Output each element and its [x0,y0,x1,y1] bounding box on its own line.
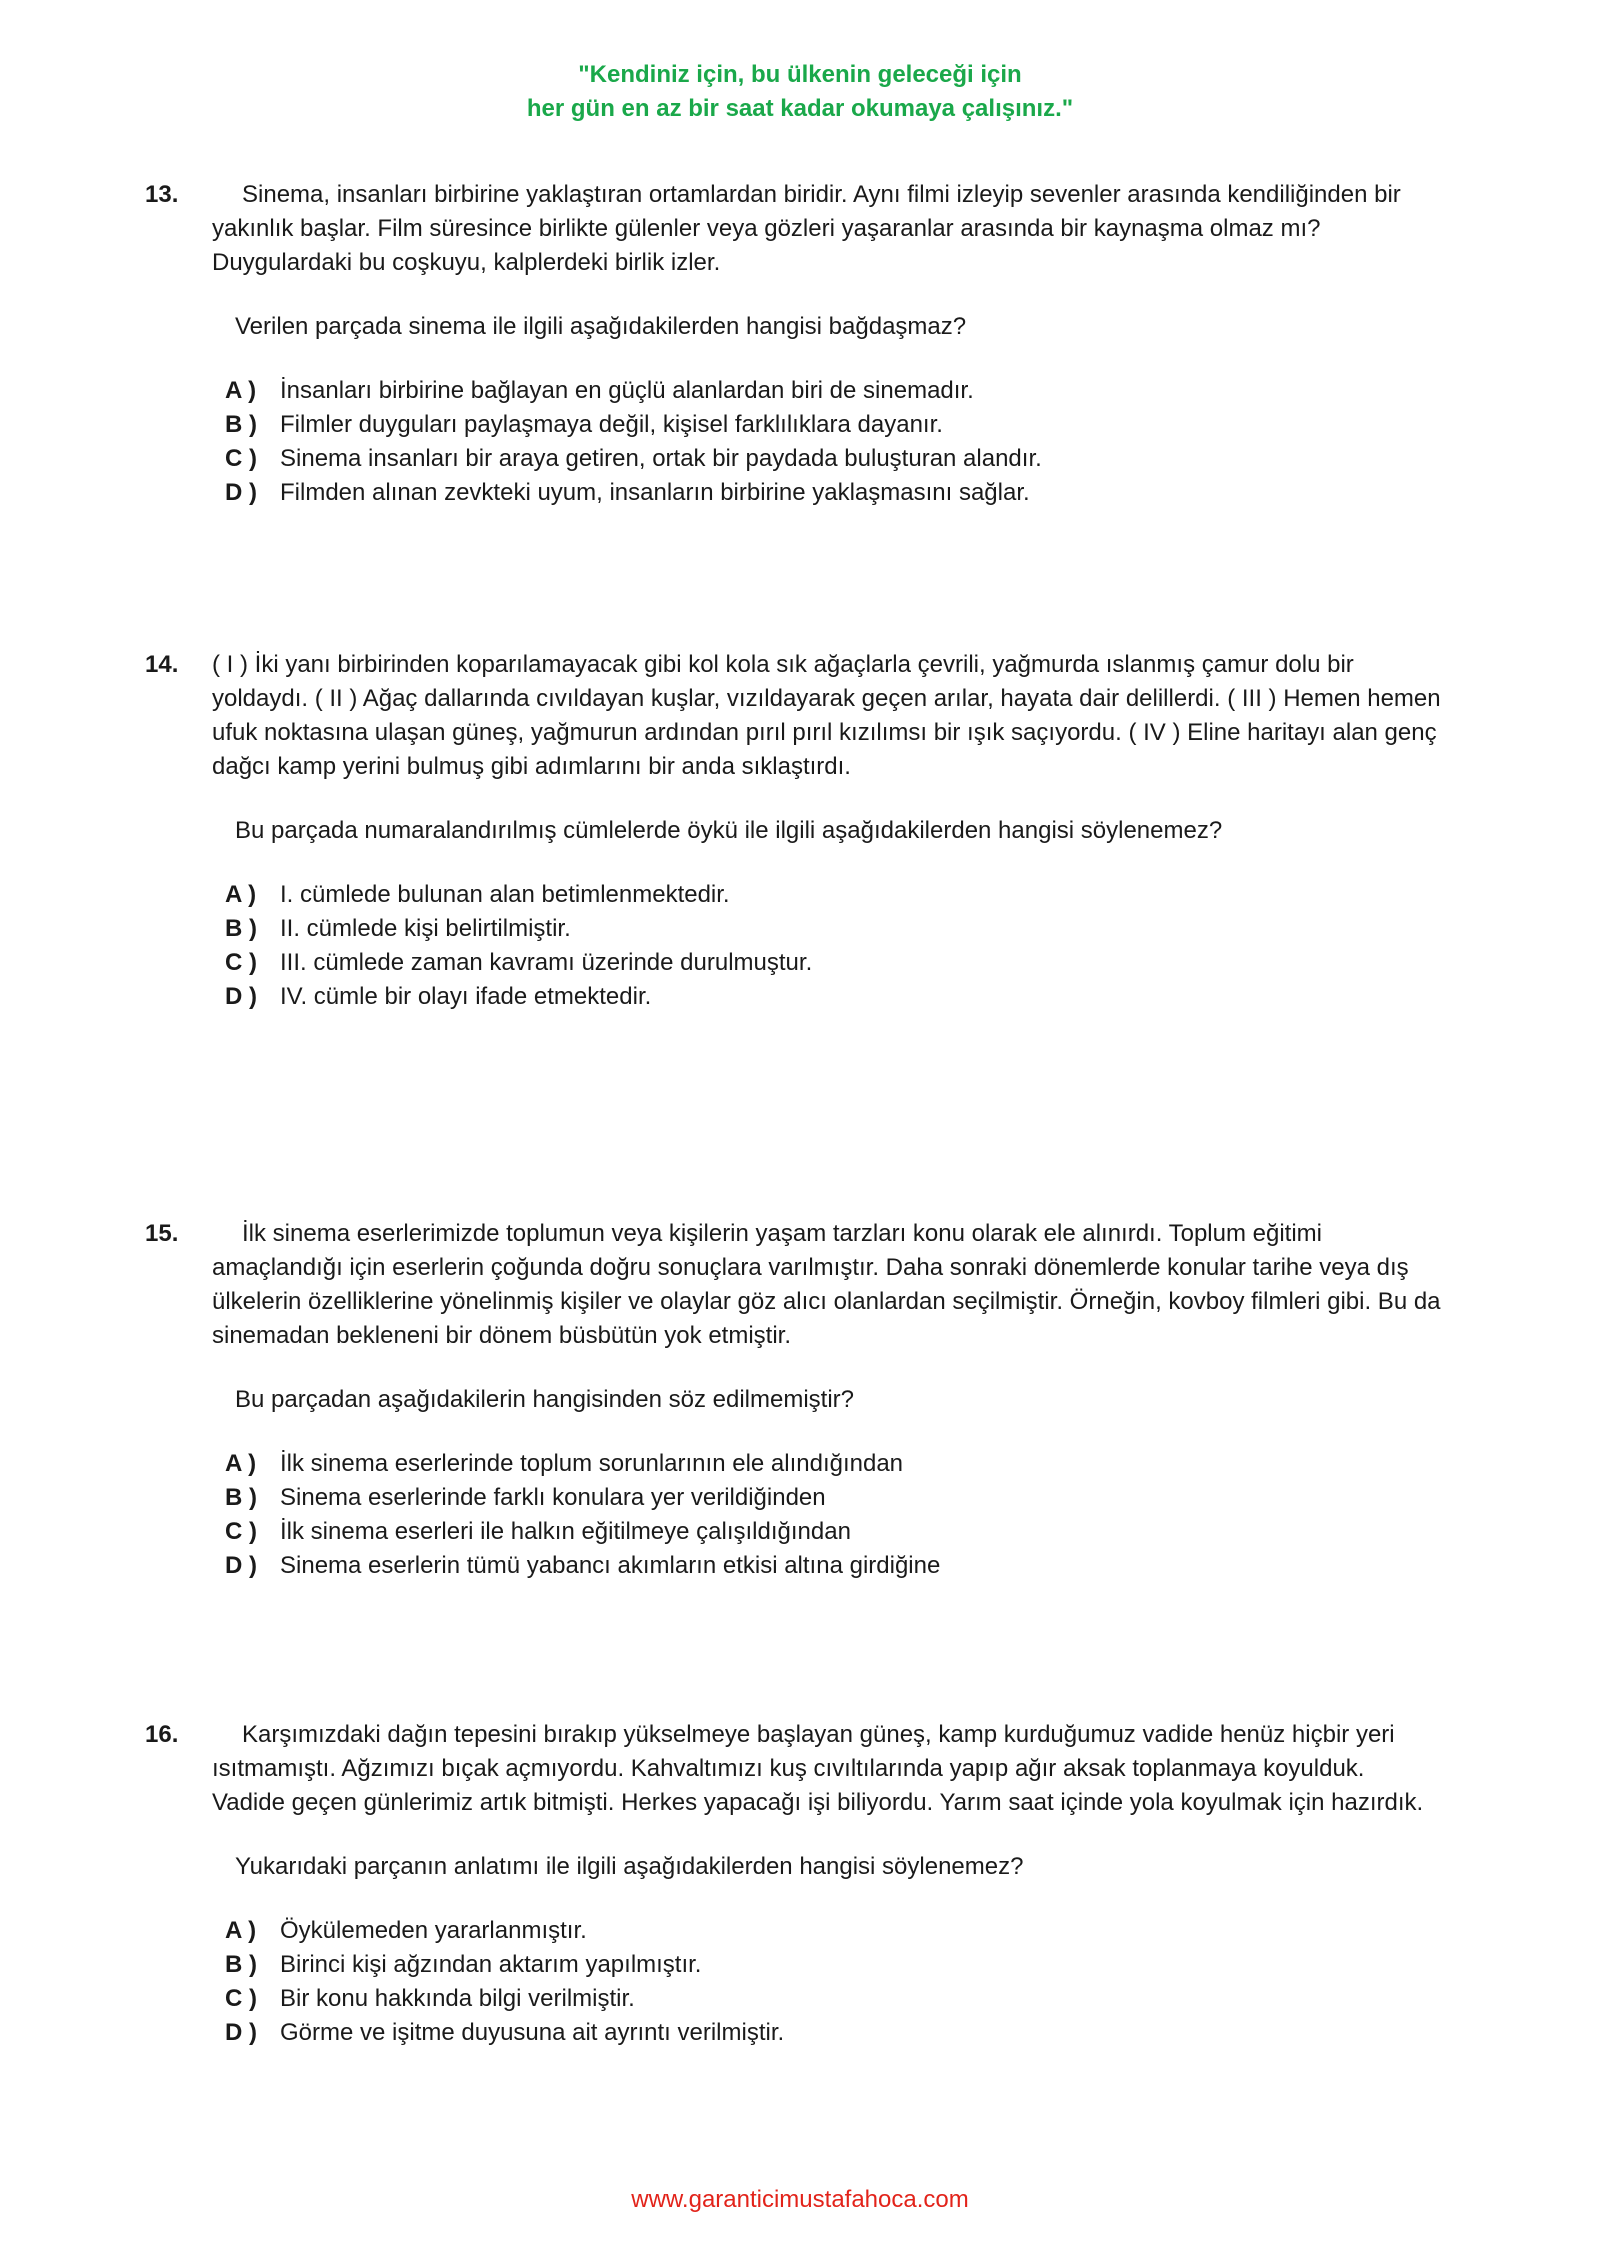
option-letter: A ) [225,1917,257,1944]
option-b[interactable] [225,1481,1445,1515]
option-text: İlk sinema eserlerinde toplum sorunlarının ele alındığından [280,1450,904,1477]
option-b[interactable] [225,912,1445,946]
option-text: Sinema insanları bir araya getiren, ortak bir paydada buluşturan alandır. [280,445,1042,472]
option-text: III. cümlede zaman kavramı üzerinde durulmuştur. [280,949,813,976]
question-passage: ( I ) İki yanı birbirinden koparılamayacak gibi kol kola sık ağaçlarla çevrili, yağmurda ıslanmış çamur dolu bir yoldaydı. ( II ) Ağaç dallarında cıvıldayan kuşlar, vızıldayarak geçen arılar, hayata dair delillerdi. ( III ) Hemen hemen ufuk noktasına ulaşan güneş, yağmurun ardından pırıl pırıl kızılımsı bir ışık saçıyordu. ( IV ) Eline haritayı alan genç dağcı kamp yerini bulmuş gibi adımlarını bir anda sıklaştırdı. [212,651,1441,780]
question-passage: İlk sinema eserlerimizde toplumun veya kişilerin yaşam tarzları konu olarak ele alınırdı. Toplum eğitimi amaçlandığı için eserlerin çoğunda doğru sonuçlara varılmıştır. Daha sonraki dönemlerde konular tarihe veya dış ülkelerin özelliklerine yönelinmiş kişiler ve olaylar göz alıcı olanlardan seçilmiştir. Örneğin, kovboy filmleri gibi. Bu da sinemadan bekleneni bir dönem büsbütün yok etmiştir. [212,1220,1441,1349]
option-c[interactable] [225,1982,1445,2016]
option-b[interactable] [225,408,1445,442]
question-13 [145,178,1445,510]
option-letter: C ) [225,1985,257,2012]
option-d[interactable] [225,1549,1445,1583]
option-letter: A ) [225,881,257,908]
question-prompt: Yukarıdaki parçanın anlatımı ile ilgili aşağıdakilerden hangisi söylenemez? [235,1853,1024,1880]
options-list [225,374,1445,510]
option-letter: B ) [225,915,257,942]
option-letter: C ) [225,1518,257,1545]
option-text: Birinci kişi ağzından aktarım yapılmıştır. [280,1951,702,1978]
option-d[interactable] [225,980,1445,1014]
option-letter: C ) [225,949,257,976]
option-letter: B ) [225,1484,257,1511]
option-a[interactable] [225,1447,1445,1481]
option-c[interactable] [225,442,1445,476]
option-text: İnsanları birbirine bağlayan en güçlü alanlardan biri de sinemadır. [280,377,974,404]
option-letter: B ) [225,411,257,438]
option-letter: D ) [225,1552,257,1579]
option-text: Öykülemeden yararlanmıştır. [280,1917,587,1944]
option-text: Sinema eserlerin tümü yabancı akımların etkisi altına girdiğine [280,1552,941,1579]
option-text: Filmden alınan zevkteki uyum, insanların birbirine yaklaşmasını sağlar. [280,479,1030,506]
option-text: IV. cümle bir olayı ifade etmektedir. [280,983,652,1010]
question-passage: Karşımızdaki dağın tepesini bırakıp yükselmeye başlayan güneş, kamp kurduğumuz vadide henüz hiçbir yeri ısıtmamıştı. Ağzımızı bıçak açmıyordu. Kahvaltımızı kuş cıvıltılarında yapıp ağır aksak toplanmaya koyulduk. Vadide geçen günlerimiz artık bitmişti. Herkes yapacağı işi biliyordu. Yarım saat içinde yola koyulmak için hazırdık. [212,1721,1424,1816]
question-prompt: Bu parçada numaralandırılmış cümlelerde öykü ile ilgili aşağıdakilerden hangisi söylenemez? [235,817,1223,844]
option-text: II. cümlede kişi belirtilmiştir. [280,915,571,942]
question-number: 16. [145,1721,179,1748]
option-text: İlk sinema eserleri ile halkın eğitilmeye çalışıldığından [280,1518,851,1545]
question-14 [145,648,1445,1014]
option-c[interactable] [225,1515,1445,1549]
question-passage: Sinema, insanları birbirine yaklaştıran ortamlardan biridir. Aynı filmi izleyip sevenler arasında kendiliğinden bir yakınlık başlar. Film süresince birlikte gülenler veya gözleri yaşaranlar arasında bir kaynaşma olmaz mı? Duygulardaki bu coşkuyu, kalplerdeki birlik izler. [212,181,1401,276]
option-letter: A ) [225,377,257,404]
option-c[interactable] [225,946,1445,980]
option-b[interactable] [225,1948,1445,1982]
motto-line-1: "Kendiniz için, bu ülkenin geleceği için [578,61,1022,88]
option-d[interactable] [225,2016,1445,2050]
option-d[interactable] [225,476,1445,510]
option-text: Sinema eserlerinde farklı konulara yer verildiğinden [280,1484,826,1511]
question-16 [145,1718,1445,2050]
question-number: 13. [145,181,179,208]
option-letter: C ) [225,445,257,472]
motto-line-2: her gün en az bir saat kadar okumaya çalışınız." [526,95,1074,122]
question-number: 15. [145,1220,179,1247]
option-letter: D ) [225,479,257,506]
option-text: Bir konu hakkında bilgi verilmiştir. [280,1985,635,2012]
option-a[interactable] [225,1914,1445,1948]
options-list [225,1447,1445,1583]
option-a[interactable] [225,374,1445,408]
option-text: Filmler duyguları paylaşmaya değil, kişisel farklılıklara dayanır. [280,411,943,438]
options-list [225,878,1445,1014]
question-number: 14. [145,651,179,678]
option-text: Görme ve işitme duyusuna ait ayrıntı verilmiştir. [280,2019,785,2046]
option-letter: B ) [225,1951,257,1978]
option-letter: D ) [225,2019,257,2046]
option-text: I. cümlede bulunan alan betimlenmektedir. [280,881,730,908]
footer-website-link[interactable]: www.garanticimustafahoca.com [631,2186,969,2213]
question-prompt: Bu parçadan aşağıdakilerin hangisinden söz edilmemiştir? [235,1386,855,1413]
option-letter: D ) [225,983,257,1010]
option-a[interactable] [225,878,1445,912]
option-letter: A ) [225,1450,257,1477]
motto-header [0,58,1600,126]
options-list [225,1914,1445,2050]
question-prompt: Verilen parçada sinema ile ilgili aşağıdakilerden hangisi bağdaşmaz? [235,313,967,340]
question-15 [145,1217,1445,1583]
